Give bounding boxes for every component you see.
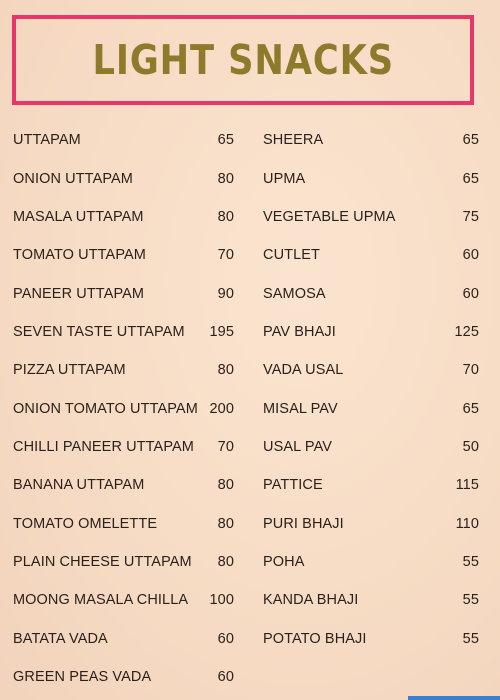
menu-item (13, 466, 234, 504)
menu-item-price: 75 (462, 208, 479, 225)
menu-item-name: TOMATO UTTAPAM (13, 247, 146, 264)
menu-item-name: SHEERA (263, 132, 324, 149)
menu-item-price: 65 (462, 170, 479, 187)
menu-item-name: ONION UTTAPAM (13, 170, 133, 187)
menu-item-name: UTTAPAM (13, 132, 81, 149)
menu-item-price: 55 (462, 553, 479, 570)
menu-item (13, 389, 234, 427)
menu-item-price: 200 (209, 400, 234, 417)
menu-item-price: 80 (217, 170, 234, 187)
menu-item (13, 159, 234, 197)
menu-item (13, 236, 234, 274)
menu-item (263, 121, 479, 159)
menu-item (13, 351, 234, 389)
menu-item-name: GREEN PEAS VADA (13, 668, 152, 685)
menu-item (13, 581, 234, 619)
corner-accent (408, 696, 500, 700)
menu-item-name: PLAIN CHEESE UTTAPAM (13, 553, 192, 570)
menu-item-name: PATTICE (263, 477, 323, 494)
menu-item-name: CUTLET (263, 247, 320, 264)
menu-item (263, 428, 479, 466)
menu-item-price: 125 (454, 323, 479, 340)
menu-item-name: PURI BHAJI (263, 515, 344, 532)
menu-item-name: ONION TOMATO UTTAPAM (13, 400, 198, 417)
menu-item-price: 80 (217, 553, 234, 570)
menu-item-price: 60 (217, 668, 234, 685)
menu-item-price: 55 (462, 592, 479, 609)
menu-item-name: CHILLI PANEER UTTAPAM (13, 438, 194, 455)
menu-item (263, 198, 479, 236)
menu-item-price: 80 (217, 362, 234, 379)
menu-item-name: MASALA UTTAPAM (13, 208, 144, 225)
menu-item (263, 159, 479, 197)
menu-item (13, 274, 234, 312)
menu-item (263, 581, 479, 619)
menu-item-name: BATATA VADA (13, 630, 108, 647)
menu-item-price: 65 (217, 132, 234, 149)
menu-item (263, 389, 479, 427)
menu-item-name: TOMATO OMELETTE (13, 515, 158, 532)
menu-item-price: 115 (455, 477, 479, 494)
menu-item-price: 80 (217, 477, 234, 494)
menu-column-right (263, 121, 479, 658)
menu-item-name: VADA USAL (263, 362, 344, 379)
menu-item-name: POTATO BHAJI (263, 630, 367, 647)
menu-item (13, 428, 234, 466)
menu-item (13, 198, 234, 236)
menu-item (13, 658, 234, 696)
menu-item-price: 90 (217, 285, 234, 302)
menu-item (263, 274, 479, 312)
menu-item-price: 60 (462, 285, 479, 302)
menu-item-price: 100 (209, 592, 234, 609)
menu-item-price: 50 (462, 438, 479, 455)
menu-item (263, 619, 479, 657)
menu-item-price: 70 (217, 438, 234, 455)
menu-item (13, 543, 234, 581)
menu-column-left (13, 121, 234, 696)
menu-item (13, 504, 234, 542)
menu-item-price: 80 (217, 515, 234, 532)
menu-item-name: KANDA BHAJI (263, 592, 359, 609)
menu-item-name: MISAL PAV (263, 400, 338, 417)
menu-item (263, 313, 479, 351)
menu-item-price: 60 (217, 630, 234, 647)
menu-item-name: MOONG MASALA CHILLA (13, 592, 189, 609)
menu-item (13, 121, 234, 159)
menu-item-name: PAV BHAJI (263, 323, 336, 340)
menu-item-price: 70 (462, 362, 479, 379)
menu-item-price: 55 (462, 630, 479, 647)
menu-item (263, 466, 479, 504)
menu-item-price: 65 (462, 400, 479, 417)
menu-item-name: BANANA UTTAPAM (13, 477, 145, 494)
menu-item (263, 543, 479, 581)
menu-item-name: SAMOSA (263, 285, 326, 302)
menu-item-price: 60 (462, 247, 479, 264)
menu-item (263, 504, 479, 542)
menu-item-price: 195 (209, 323, 234, 340)
menu-item-price: 80 (217, 208, 234, 225)
menu-item-name: POHA (263, 553, 305, 570)
title-box (12, 15, 474, 105)
menu-item-price: 110 (455, 515, 479, 532)
menu-item-name: UPMA (263, 170, 306, 187)
menu-item (13, 619, 234, 657)
menu-item (13, 313, 234, 351)
menu-item-name: PANEER UTTAPAM (13, 285, 145, 302)
menu-item-name: VEGETABLE UPMA (263, 208, 396, 225)
menu-item-name: USAL PAV (263, 438, 333, 455)
menu-item-price: 65 (462, 132, 479, 149)
menu-item-name: SEVEN TASTE UTTAPAM (13, 323, 185, 340)
menu-item-name: PIZZA UTTAPAM (13, 362, 126, 379)
menu-item (263, 236, 479, 274)
menu-item-price: 70 (217, 247, 234, 264)
page-title: LIGHT SNACKS (92, 36, 394, 84)
menu-item (263, 351, 479, 389)
